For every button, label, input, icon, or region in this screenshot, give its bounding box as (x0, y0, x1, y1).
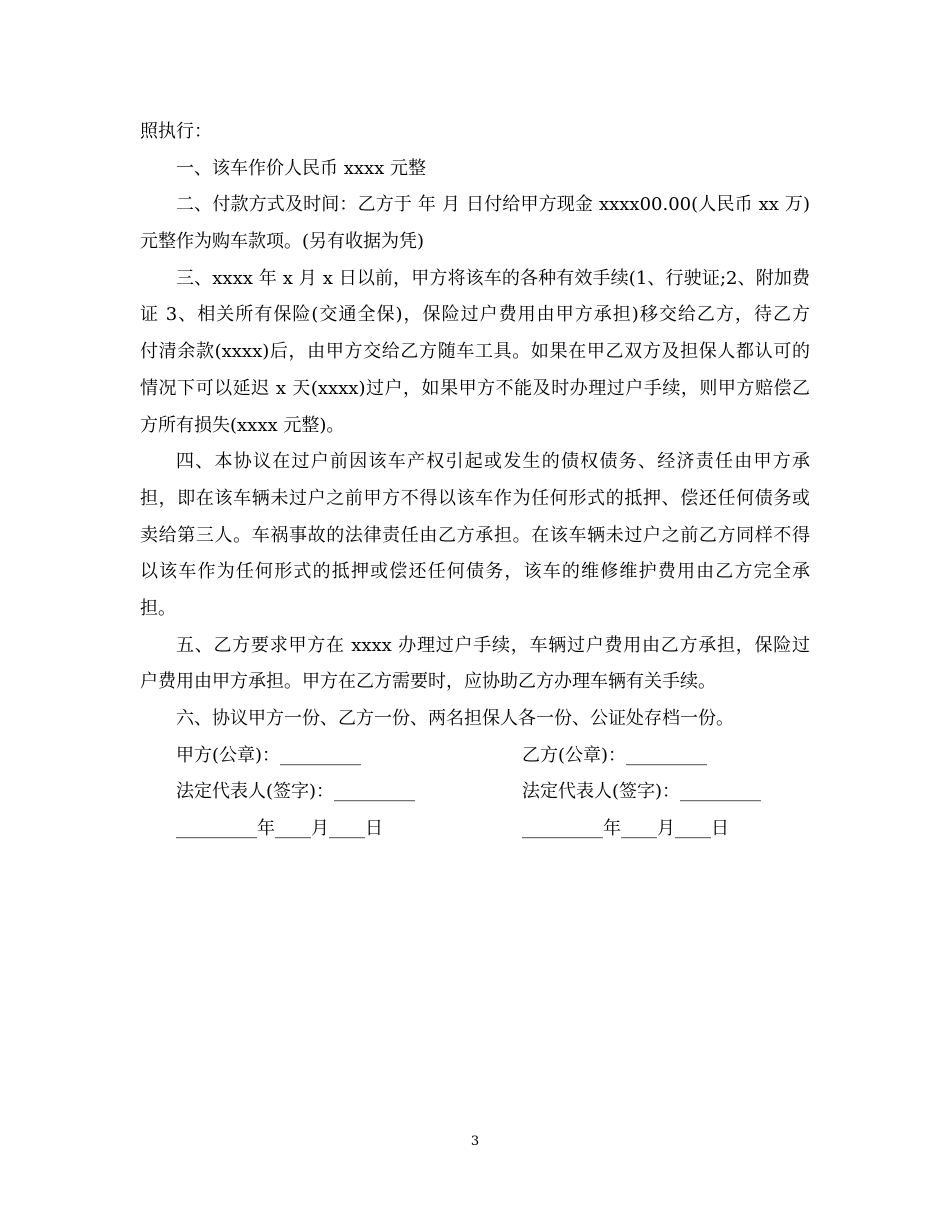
clause-3-line: 方所有损失(xxxx 元整)。 (140, 414, 345, 436)
document-body (140, 114, 810, 848)
clause-1: 一、该车作价人民币 xxxx 元整 (176, 157, 427, 179)
clause-2-line: 二、付款方式及时间：乙方于 年 月 日付给甲方现金 xxxx00.00(人民币 xx 万) (176, 194, 810, 216)
clause-2-line: 元整作为购车款项。(另有收据为凭) (140, 231, 425, 253)
clause-3-line: 三、xxxx 年 x 月 x 日以前，甲方将该车的各种有效手续(1、行驶证;2、附加费 (176, 267, 810, 289)
party-a-representative-field: 法定代表人(签字)：_________ (176, 781, 416, 803)
paragraph-line: 照执行： (140, 121, 212, 142)
clause-4-line: 四、本协议在过户前因该车产权引起或发生的债权债务、经济责任由甲方承 (176, 451, 810, 473)
party-a-seal-field: 甲方(公章)：_________ (176, 744, 362, 766)
clause-5-line: 户费用由甲方承担。甲方在乙方需要时，应协助乙方办理车辆有关手续。 (140, 671, 716, 693)
clause-3-line: 付清余款(xxxx)后，由甲方交给乙方随车工具。如果在甲乙双方及担保人都认可的 (140, 341, 810, 363)
clause-6: 六、协议甲方一份、乙方一份、两名担保人各一份、公证处存档一份。 (176, 708, 734, 729)
party-b-representative-field: 法定代表人(签字)：_________ (522, 781, 762, 803)
party-b-date-field: _________年____月____日 (522, 818, 729, 840)
clause-4-line: 以该车作为任何形式的抵押或偿还任何债务，该车的维修维护费用由乙方完全承 (140, 561, 810, 583)
signature-row-date (140, 811, 810, 848)
clause-4-line: 担，即在该车辆未过户之前甲方不得以该车作为任何形式的抵押、偿还任何债务或 (140, 487, 810, 509)
clause-3-line: 情况下可以延迟 x 天(xxxx)过户，如果甲方不能及时办理过户手续，则甲方赔偿乙 (140, 377, 810, 399)
party-b-seal-field: 乙方(公章)：_________ (522, 744, 708, 766)
party-a-date-field: _________年____月____日 (176, 818, 383, 840)
clause-4-line: 卖给第三人。车祸事故的法律责任由乙方承担。在该车辆未过户之前乙方同样不得 (140, 524, 810, 546)
signature-row-representative (140, 774, 810, 811)
signature-row-seal (140, 738, 810, 775)
clause-3-line: 证 3、相关所有保险(交通全保)，保险过户费用由甲方承担)移交给乙方，待乙方 (140, 304, 810, 326)
page-number: 3 (470, 1134, 480, 1149)
clause-5-line: 五、乙方要求甲方在 xxxx 办理过户手续，车辆过户费用由乙方承担，保险过 (176, 634, 810, 656)
clause-4-line: 担。 (140, 597, 176, 619)
